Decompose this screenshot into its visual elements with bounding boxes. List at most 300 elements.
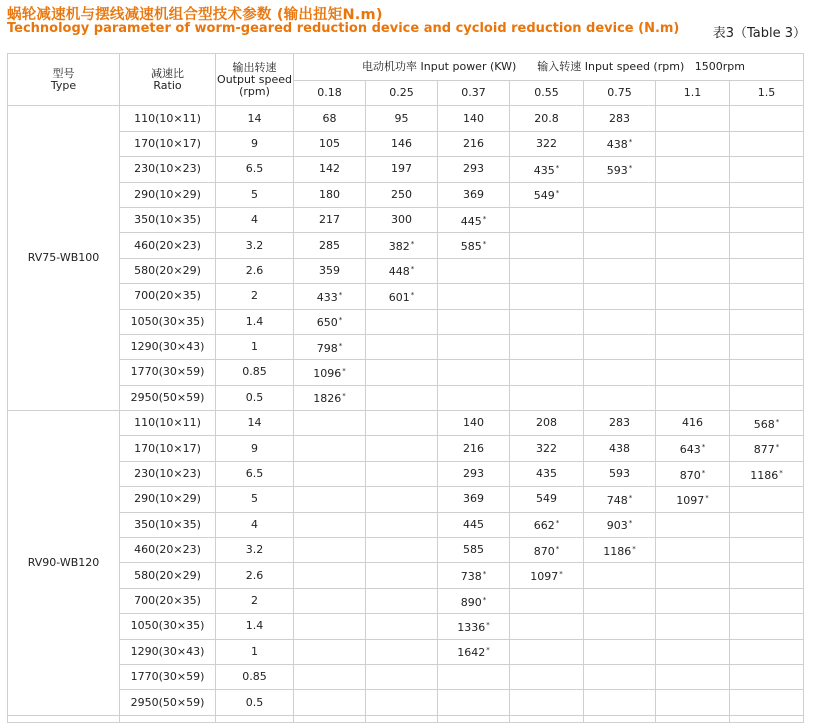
header-power-4: 0.75 [584, 81, 656, 106]
torque-cell [366, 563, 438, 588]
torque-cell [438, 182, 510, 207]
asterisk-mark: * [555, 189, 560, 198]
asterisk-mark: * [338, 290, 343, 299]
torque-cell [510, 487, 584, 512]
torque-cell [730, 461, 804, 486]
header-ratio [120, 54, 216, 106]
asterisk-mark: * [701, 468, 706, 477]
torque-cell [510, 461, 584, 486]
torque-cell [656, 106, 730, 131]
torque-cell [656, 284, 730, 309]
asterisk-mark: * [775, 443, 780, 452]
torque-cell [656, 157, 730, 182]
torque-cell [510, 614, 584, 639]
output-speed-cell: 4 [216, 207, 294, 232]
torque-value: 1826 [313, 392, 342, 406]
header-input-power-group: 电动机功率 Input power (KW) 输入转速 Input speed (rpm) 1500rpm [294, 54, 804, 81]
empty-cell [120, 715, 216, 722]
torque-cell [510, 334, 584, 359]
output-speed-cell: 9 [216, 436, 294, 461]
ratio-cell: 460(20×23) [120, 538, 216, 563]
torque-value: 601 [388, 290, 410, 304]
torque-cell [656, 512, 730, 537]
torque-cell [366, 512, 438, 537]
torque-cell [584, 157, 656, 182]
torque-cell [730, 614, 804, 639]
torque-cell [438, 512, 510, 537]
asterisk-mark: * [559, 570, 563, 579]
torque-cell [730, 385, 804, 410]
torque-cell [510, 639, 584, 664]
table-row [8, 411, 804, 436]
torque-cell [294, 258, 366, 283]
torque-cell [584, 258, 656, 283]
torque-cell [294, 233, 366, 258]
table-number: 表3（Table 3） [712, 26, 806, 41]
torque-cell [656, 487, 730, 512]
torque-cell [294, 207, 366, 232]
ratio-cell: 700(20×35) [120, 284, 216, 309]
torque-cell [584, 461, 656, 486]
torque-cell [584, 207, 656, 232]
ratio-cell: 700(20×35) [120, 588, 216, 613]
torque-cell [294, 182, 366, 207]
torque-value: 382 [388, 240, 410, 254]
output-speed-cell: 2 [216, 588, 294, 613]
asterisk-mark: * [775, 417, 780, 426]
torque-cell [584, 664, 656, 689]
ratio-cell: 1290(30×43) [120, 334, 216, 359]
torque-cell [656, 411, 730, 436]
torque-value: 870 [533, 544, 555, 558]
header-output-speed [216, 54, 294, 106]
asterisk-mark: * [705, 493, 709, 502]
asterisk-mark: * [410, 290, 415, 299]
table-row-cutoff [8, 715, 804, 722]
output-speed-cell: 1.4 [216, 614, 294, 639]
torque-value: 1642 [457, 646, 486, 660]
torque-cell [584, 487, 656, 512]
torque-cell [656, 360, 730, 385]
torque-cell [294, 385, 366, 410]
asterisk-mark: * [779, 468, 783, 477]
torque-cell [730, 284, 804, 309]
torque-cell [730, 157, 804, 182]
model-cell: RV90-WB120 [8, 411, 120, 716]
ratio-cell: 460(20×23) [120, 233, 216, 258]
ratio-cell: 580(20×29) [120, 563, 216, 588]
torque-cell [730, 512, 804, 537]
torque-value: 448 [388, 265, 410, 279]
output-speed-cell: 1 [216, 639, 294, 664]
torque-cell [366, 385, 438, 410]
torque-cell [294, 157, 366, 182]
torque-cell [366, 436, 438, 461]
model-cell: RV75-WB100 [8, 106, 120, 411]
torque-cell [584, 538, 656, 563]
torque-cell [294, 411, 366, 436]
torque-cell [584, 182, 656, 207]
torque-value: 445 [463, 517, 484, 531]
ratio-cell: 290(10×29) [120, 487, 216, 512]
header-ratio-en: Ratio [153, 78, 182, 92]
torque-cell [656, 131, 730, 156]
output-speed-cell: 1.4 [216, 309, 294, 334]
torque-value: 903 [606, 519, 628, 533]
torque-cell [438, 385, 510, 410]
torque-value: 748 [606, 493, 628, 507]
torque-cell [510, 385, 584, 410]
torque-cell [438, 258, 510, 283]
torque-cell [656, 563, 730, 588]
torque-value: 216 [463, 136, 484, 150]
header-speed-cn: 输出转速 [232, 60, 277, 74]
torque-cell [294, 639, 366, 664]
torque-cell [510, 512, 584, 537]
torque-cell [294, 563, 366, 588]
torque-cell [510, 664, 584, 689]
torque-value: 870 [679, 468, 701, 482]
asterisk-mark: * [701, 443, 706, 452]
torque-value: 68 [322, 111, 337, 125]
page-title-english: Technology parameter of worm-geared reduction device and cycloid reduction device (N.m) [7, 21, 680, 36]
ratio-cell: 1290(30×43) [120, 639, 216, 664]
empty-cell [216, 715, 294, 722]
torque-value: 438 [606, 138, 628, 152]
torque-cell [656, 309, 730, 334]
torque-cell [438, 538, 510, 563]
output-speed-cell: 5 [216, 487, 294, 512]
empty-cell [510, 715, 584, 722]
torque-cell [510, 131, 584, 156]
torque-cell [730, 207, 804, 232]
output-speed-cell: 6.5 [216, 157, 294, 182]
torque-cell [366, 334, 438, 359]
output-speed-cell: 0.5 [216, 385, 294, 410]
torque-value: 283 [609, 416, 630, 430]
torque-cell [366, 258, 438, 283]
torque-value: 180 [319, 187, 340, 201]
torque-cell [510, 538, 584, 563]
asterisk-mark: * [632, 544, 636, 553]
torque-value: 1097 [530, 570, 559, 584]
torque-cell [584, 284, 656, 309]
torque-cell [510, 284, 584, 309]
torque-cell [438, 207, 510, 232]
torque-cell [438, 664, 510, 689]
torque-cell [584, 563, 656, 588]
torque-cell [730, 309, 804, 334]
asterisk-mark: * [628, 519, 633, 528]
torque-cell [730, 664, 804, 689]
torque-cell [366, 588, 438, 613]
torque-value: 738 [460, 570, 482, 584]
header-power-3: 0.55 [510, 81, 584, 106]
torque-cell [730, 487, 804, 512]
torque-value: 1186 [603, 544, 632, 558]
torque-value: 435 [536, 467, 557, 481]
torque-cell [510, 182, 584, 207]
table-row [8, 461, 804, 486]
table-row [8, 563, 804, 588]
ratio-cell: 170(10×17) [120, 131, 216, 156]
torque-cell [730, 258, 804, 283]
asterisk-mark: * [338, 341, 343, 350]
table-row [8, 690, 804, 715]
torque-cell [730, 131, 804, 156]
torque-cell [438, 614, 510, 639]
torque-value: 300 [391, 213, 412, 227]
torque-cell [584, 436, 656, 461]
torque-cell [656, 334, 730, 359]
output-speed-cell: 2.6 [216, 563, 294, 588]
torque-cell [656, 182, 730, 207]
torque-cell [366, 284, 438, 309]
torque-value: 217 [319, 213, 340, 227]
torque-value: 416 [682, 416, 703, 430]
torque-cell [438, 639, 510, 664]
ratio-cell: 1050(30×35) [120, 614, 216, 639]
torque-value: 293 [463, 162, 484, 176]
table-row [8, 436, 804, 461]
torque-cell [294, 664, 366, 689]
torque-cell [438, 461, 510, 486]
torque-value: 877 [753, 443, 775, 457]
torque-cell [294, 614, 366, 639]
table-row [8, 614, 804, 639]
torque-cell [294, 487, 366, 512]
torque-cell [510, 690, 584, 715]
table-body [8, 106, 804, 722]
torque-cell [294, 106, 366, 131]
output-speed-cell: 0.5 [216, 690, 294, 715]
torque-cell [730, 690, 804, 715]
ratio-cell: 1770(30×59) [120, 360, 216, 385]
torque-value: 208 [536, 416, 557, 430]
torque-cell [584, 512, 656, 537]
table-row [8, 309, 804, 334]
header-model-en: Type [50, 78, 77, 92]
ratio-cell: 2950(50×59) [120, 690, 216, 715]
torque-cell [438, 411, 510, 436]
torque-cell [294, 690, 366, 715]
ratio-cell: 110(10×11) [120, 411, 216, 436]
ratio-cell: 230(10×23) [120, 157, 216, 182]
torque-cell [366, 207, 438, 232]
torque-value: 1336 [457, 620, 486, 634]
empty-cell [656, 715, 730, 722]
asterisk-mark: * [486, 646, 490, 655]
torque-cell [438, 233, 510, 258]
torque-value: 293 [463, 467, 484, 481]
torque-cell [366, 157, 438, 182]
torque-cell [656, 690, 730, 715]
asterisk-mark: * [410, 240, 415, 249]
torque-value: 146 [391, 136, 412, 150]
empty-cell [730, 715, 804, 722]
torque-value: 433 [316, 290, 338, 304]
output-speed-cell: 0.85 [216, 360, 294, 385]
torque-cell [438, 360, 510, 385]
torque-cell [366, 106, 438, 131]
torque-cell [366, 461, 438, 486]
torque-cell [730, 182, 804, 207]
torque-cell [510, 106, 584, 131]
asterisk-mark: * [410, 265, 415, 274]
torque-cell [510, 309, 584, 334]
torque-cell [584, 131, 656, 156]
asterisk-mark: * [555, 163, 560, 172]
table-row [8, 639, 804, 664]
header-model-cn: 型号 [52, 66, 75, 80]
table-row [8, 207, 804, 232]
asterisk-mark: * [342, 366, 346, 375]
torque-cell [366, 131, 438, 156]
torque-value: 435 [533, 163, 555, 177]
header-model [8, 54, 120, 106]
torque-cell [584, 309, 656, 334]
torque-value: 359 [319, 263, 340, 277]
torque-cell [730, 538, 804, 563]
torque-cell [438, 487, 510, 512]
torque-cell [510, 157, 584, 182]
torque-cell [656, 207, 730, 232]
torque-cell [294, 436, 366, 461]
asterisk-mark: * [628, 493, 633, 502]
torque-value: 140 [463, 416, 484, 430]
output-speed-cell: 14 [216, 411, 294, 436]
torque-cell [730, 588, 804, 613]
torque-value: 322 [536, 441, 557, 455]
torque-cell [584, 614, 656, 639]
output-speed-cell: 0.85 [216, 664, 294, 689]
torque-value: 549 [536, 492, 557, 506]
torque-cell [438, 563, 510, 588]
asterisk-mark: * [628, 138, 633, 147]
table-row [8, 664, 804, 689]
ratio-cell: 2950(50×59) [120, 385, 216, 410]
torque-value: 1186 [750, 468, 779, 482]
table-row [8, 284, 804, 309]
torque-cell [656, 538, 730, 563]
asterisk-mark: * [482, 214, 487, 223]
torque-cell [438, 690, 510, 715]
torque-cell [366, 411, 438, 436]
torque-value: 643 [679, 443, 701, 457]
torque-cell [656, 461, 730, 486]
torque-cell [656, 258, 730, 283]
torque-cell [730, 233, 804, 258]
asterisk-mark: * [482, 240, 487, 249]
output-speed-cell: 4 [216, 512, 294, 537]
header-speed-en: Output speed [217, 72, 292, 86]
torque-cell [366, 614, 438, 639]
ratio-cell: 1050(30×35) [120, 309, 216, 334]
table-row [8, 512, 804, 537]
torque-cell [366, 538, 438, 563]
torque-value: 216 [463, 441, 484, 455]
technical-parameter-table [7, 53, 804, 723]
asterisk-mark: * [338, 316, 343, 325]
torque-cell [584, 385, 656, 410]
torque-value: 1096 [313, 366, 342, 380]
torque-cell [438, 588, 510, 613]
torque-cell [366, 639, 438, 664]
torque-cell [510, 360, 584, 385]
torque-cell [438, 157, 510, 182]
torque-cell [438, 284, 510, 309]
torque-value: 445 [460, 214, 482, 228]
torque-cell [294, 461, 366, 486]
torque-cell [510, 411, 584, 436]
torque-value: 568 [753, 417, 775, 431]
torque-cell [366, 360, 438, 385]
header-power-6: 1.5 [730, 81, 804, 106]
output-speed-cell: 5 [216, 182, 294, 207]
torque-value: 140 [463, 111, 484, 125]
torque-cell [584, 639, 656, 664]
torque-cell [656, 436, 730, 461]
output-speed-cell: 1 [216, 334, 294, 359]
asterisk-mark: * [555, 544, 560, 553]
torque-value: 197 [391, 162, 412, 176]
asterisk-mark: * [342, 392, 346, 401]
torque-cell [656, 385, 730, 410]
table-row [8, 588, 804, 613]
ratio-cell: 580(20×29) [120, 258, 216, 283]
torque-cell [730, 360, 804, 385]
torque-cell [294, 360, 366, 385]
torque-value: 890 [460, 595, 482, 609]
torque-value: 798 [316, 341, 338, 355]
torque-cell [438, 436, 510, 461]
torque-cell [510, 436, 584, 461]
table-row [8, 157, 804, 182]
torque-value: 95 [394, 111, 409, 125]
torque-value: 285 [319, 238, 340, 252]
torque-cell [294, 512, 366, 537]
output-speed-cell: 6.5 [216, 461, 294, 486]
torque-cell [294, 309, 366, 334]
page-title-chinese: 蜗轮减速机与摆线减速机组合型技术参数 (输出扭矩N.m) [7, 7, 383, 23]
torque-cell [584, 690, 656, 715]
torque-cell [366, 233, 438, 258]
torque-cell [294, 284, 366, 309]
torque-cell [366, 309, 438, 334]
torque-value: 549 [533, 189, 555, 203]
header-power-2: 0.37 [438, 81, 510, 106]
output-speed-cell: 3.2 [216, 233, 294, 258]
empty-cell [8, 715, 120, 722]
torque-cell [584, 334, 656, 359]
torque-cell [584, 106, 656, 131]
torque-cell [438, 131, 510, 156]
torque-value: 20.8 [534, 111, 559, 125]
torque-value: 650 [316, 316, 338, 330]
torque-cell [584, 411, 656, 436]
asterisk-mark: * [555, 519, 560, 528]
torque-value: 250 [391, 187, 412, 201]
header-ratio-cn: 减速比 [151, 66, 184, 80]
header-power-0: 0.18 [294, 81, 366, 106]
torque-cell [294, 334, 366, 359]
torque-cell [730, 411, 804, 436]
torque-cell [438, 106, 510, 131]
header-power-5: 1.1 [656, 81, 730, 106]
asterisk-mark: * [486, 620, 490, 629]
table-row [8, 538, 804, 563]
torque-value: 662 [533, 519, 555, 533]
